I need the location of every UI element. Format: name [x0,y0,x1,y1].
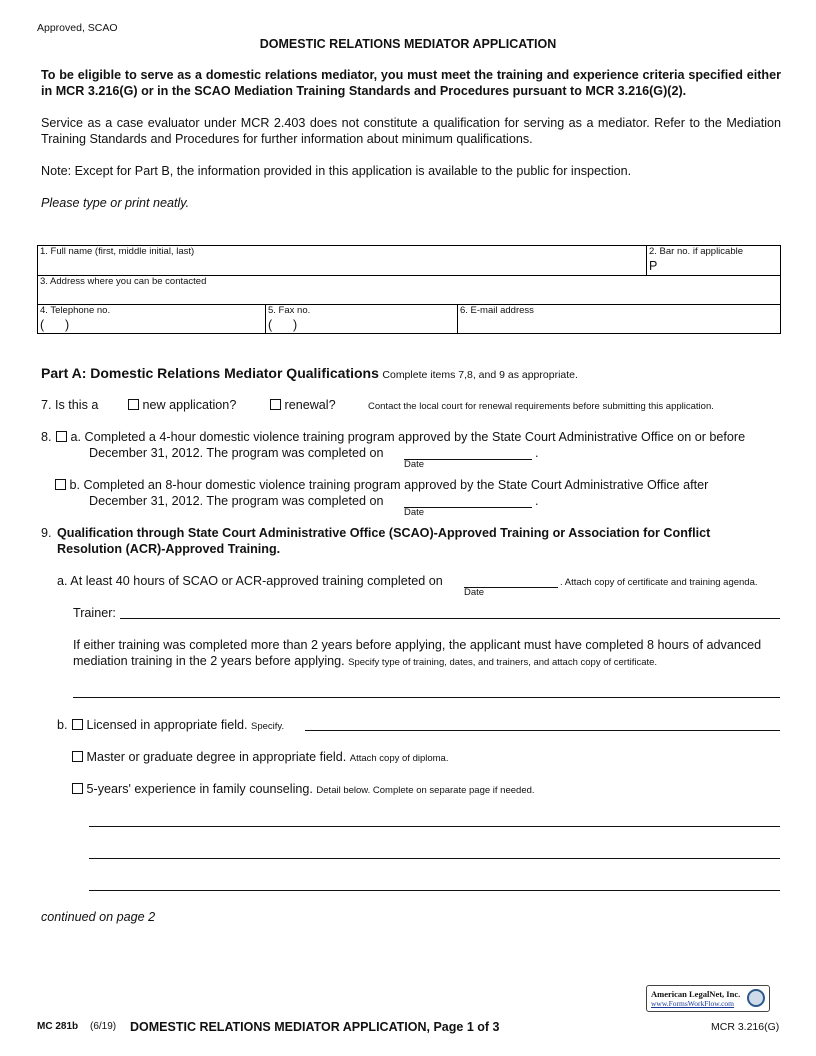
experience-line-3[interactable] [89,890,780,891]
q7-row [41,398,98,412]
new-application-checkbox[interactable] [128,399,139,410]
telephone-field[interactable]: 4. Telephone no. [40,305,111,316]
q9a-text: a. At least 40 hours of SCAO or ACR-approved training completed on [57,574,443,588]
q8b-line2: December 31, 2012. The program was completed on [89,494,384,508]
experience-line-2[interactable] [89,858,780,859]
part-a-heading: Part A: Domestic Relations Mediator Qualifications Complete items 7,8, and 9 as appropriate. [41,365,578,381]
q9b-letter: b. [57,718,68,732]
q7-renewal-option[interactable]: renewal? [270,398,336,412]
q9a-date-caption: Date [464,587,485,598]
fax-field[interactable]: 5. Fax no. [268,305,311,316]
q7-label: 7. Is this a [41,398,99,412]
bar-number-field[interactable]: 2. Bar no. if applicable [649,246,744,257]
advanced-training-input[interactable] [73,697,780,698]
fax-area-code: ( ) [268,318,298,332]
licensed-checkbox[interactable] [72,719,83,730]
type-or-print-note: Please type or print neatly. [41,196,190,210]
full-name-field[interactable]: 1. Full name (first, middle initial, last) [40,246,195,257]
email-field[interactable]: 6. E-mail address [460,305,534,316]
q8b-row: b. Completed an 8-hour domestic violence training program approved by the State Court Administrative Office after [55,478,708,492]
q9a-note: . Attach copy of certificate and training agenda. [560,577,758,588]
master-degree-checkbox[interactable] [72,751,83,762]
q8a-line2: December 31, 2012. The program was completed on [89,446,384,460]
advanced-line1: If either training was completed more than 2 years before applying, the applicant must have completed 8 hours of advanced [73,638,762,652]
q7-new-option[interactable]: new application? [128,398,236,412]
footer-title: DOMESTIC RELATIONS MEDIATOR APPLICATION, Page 1 of 3 [130,1020,500,1034]
public-note: Note: Except for Part B, the information provided in this application is available to the public for inspection. [41,164,632,178]
telephone-area-code: ( ) [40,318,70,332]
case-evaluator-text: Service as a case evaluator under MCR 2.403 does not constitute a qualification for serving as a mediator. Refer to the Mediation Training Standards and Procedures for further information about minimum qualifications. [41,116,781,146]
globe-icon [747,989,765,1007]
q8a-row: 8. a. Completed a 4-hour domestic violence training program approved by the State Court Administrative Office on or before [41,430,746,444]
advanced-line2: mediation training in the 2 years before applying. Specify type of training, dates, and trainers, and attach copy of certificate. [73,654,658,668]
form-title: DOMESTIC RELATIONS MEDIATOR APPLICATION [259,37,557,51]
q8a-checkbox[interactable] [56,431,67,442]
experience-line-1[interactable] [89,826,780,827]
q7-renewal-note: Contact the local court for renewal requirements before submitting this application. [368,401,714,412]
master-degree-option[interactable]: Master or graduate degree in appropriate field. Attach copy of diploma. [72,750,448,764]
q8b-date-caption: Date [404,507,425,518]
approved-label: Approved, SCAO [37,22,118,34]
q8b-checkbox[interactable] [55,479,66,490]
five-years-checkbox[interactable] [72,783,83,794]
form-id: MC 281b [37,1021,79,1032]
q9-number: 9. [41,526,52,540]
renewal-checkbox[interactable] [270,399,281,410]
footer-rule: MCR 3.216(G) [711,1021,780,1033]
american-legalnet-logo: American LegalNet, Inc. www.FormsWorkFlow.com [646,985,770,1012]
licensed-option[interactable]: Licensed in appropriate field. Specify. [72,718,284,732]
q9-heading-line1: Qualification through State Court Administrative Office (SCAO)-Approved Training or Association for Conflict [57,526,711,540]
form-revision: (6/19) [90,1021,117,1032]
bar-number-prefix: P [649,259,658,273]
eligibility-text: To be eligible to serve as a domestic relations mediator, you must meet the training and experience criteria specified either in MCR 3.216(G) or in the SCAO Mediation Training Standards and Procedures pursuant to MCR 3.216(G)(2). [41,68,781,98]
trainer-label: Trainer: [73,606,116,620]
continued-note: continued on page 2 [41,910,156,924]
five-years-option[interactable]: 5-years' experience in family counseling. Detail below. Complete on separate page if needed. [72,782,535,796]
part-a-subhead: Complete items 7,8, and 9 as appropriate. [382,369,578,381]
q8a-date-caption: Date [404,459,425,470]
address-field[interactable]: 3. Address where you can be contacted [40,276,207,287]
trainer-input[interactable] [120,618,780,619]
licensed-field-input[interactable] [305,730,780,731]
q9-heading-line2: Resolution (ACR)-Approved Training. [57,542,281,556]
